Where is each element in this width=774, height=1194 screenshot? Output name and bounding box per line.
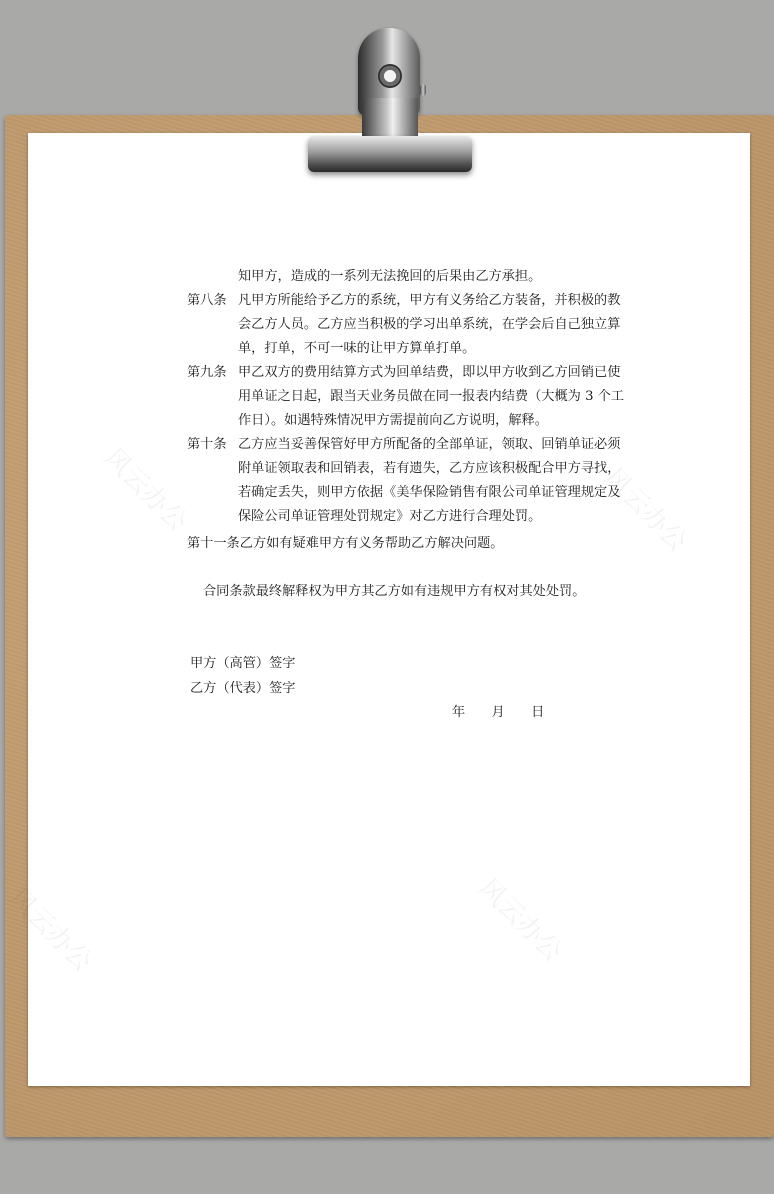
watermark: 风云办公 bbox=[597, 462, 693, 558]
article-line: 乙方应当妥善保管好甲方所配备的全部单证，领取、回销单证必须 bbox=[238, 437, 621, 452]
article-line: 会乙方人员。乙方应当积极的学习出单系统，在学会后自己独立算 bbox=[238, 317, 621, 332]
watermark: 风云办公 bbox=[2, 882, 98, 978]
article-line: 保险公司单证管理处罚规定》对乙方进行合理处罚。 bbox=[238, 509, 542, 524]
article-11: 第十一条乙方如有疑难甲方有义务帮助乙方解决问题。 bbox=[187, 536, 504, 551]
article-10-body bbox=[238, 433, 621, 529]
article-line: 附单证领取表和回销表，若有遗失，乙方应该积极配合甲方寻找， bbox=[238, 461, 621, 476]
article-9-label: 第九条 bbox=[187, 365, 227, 380]
signature-party-a: 甲方（高管）签字 bbox=[190, 656, 296, 671]
watermark: 风云办公 bbox=[472, 872, 568, 968]
article-10-label: 第十条 bbox=[187, 437, 227, 452]
continuation-line: 知甲方，造成的一系列无法挽回的后果由乙方承担。 bbox=[238, 269, 542, 284]
article-line: 甲乙双方的费用结算方式为回单结费，即以甲方收到乙方回销已使 bbox=[238, 365, 621, 380]
final-clause: 合同条款最终解释权为甲方其乙方如有违规甲方有权对其处处罚。 bbox=[203, 584, 586, 599]
article-line: 用单证之日起，跟当天业务员做在同一报表内结费（大概为 3 个工 bbox=[238, 389, 625, 404]
article-8-label: 第八条 bbox=[187, 293, 227, 308]
article-line: 凡甲方所能给予乙方的系统，甲方有义务给乙方装备，并积极的教 bbox=[238, 293, 621, 308]
article-line: 作日）。如遇特殊情况甲方需提前向乙方说明，解释。 bbox=[238, 413, 548, 428]
article-8-body bbox=[238, 289, 621, 361]
signature-party-b: 乙方（代表）签字 bbox=[190, 681, 296, 696]
article-line: 若确定丢失，则甲方依据《美华保险销售有限公司单证管理规定及 bbox=[238, 485, 621, 500]
article-9-body bbox=[238, 361, 625, 433]
article-line: 单，打单，不可一味的让甲方算单打单。 bbox=[238, 341, 476, 356]
watermark: 风云办公 bbox=[97, 442, 193, 538]
date-line: 年 月 日 bbox=[452, 705, 545, 720]
